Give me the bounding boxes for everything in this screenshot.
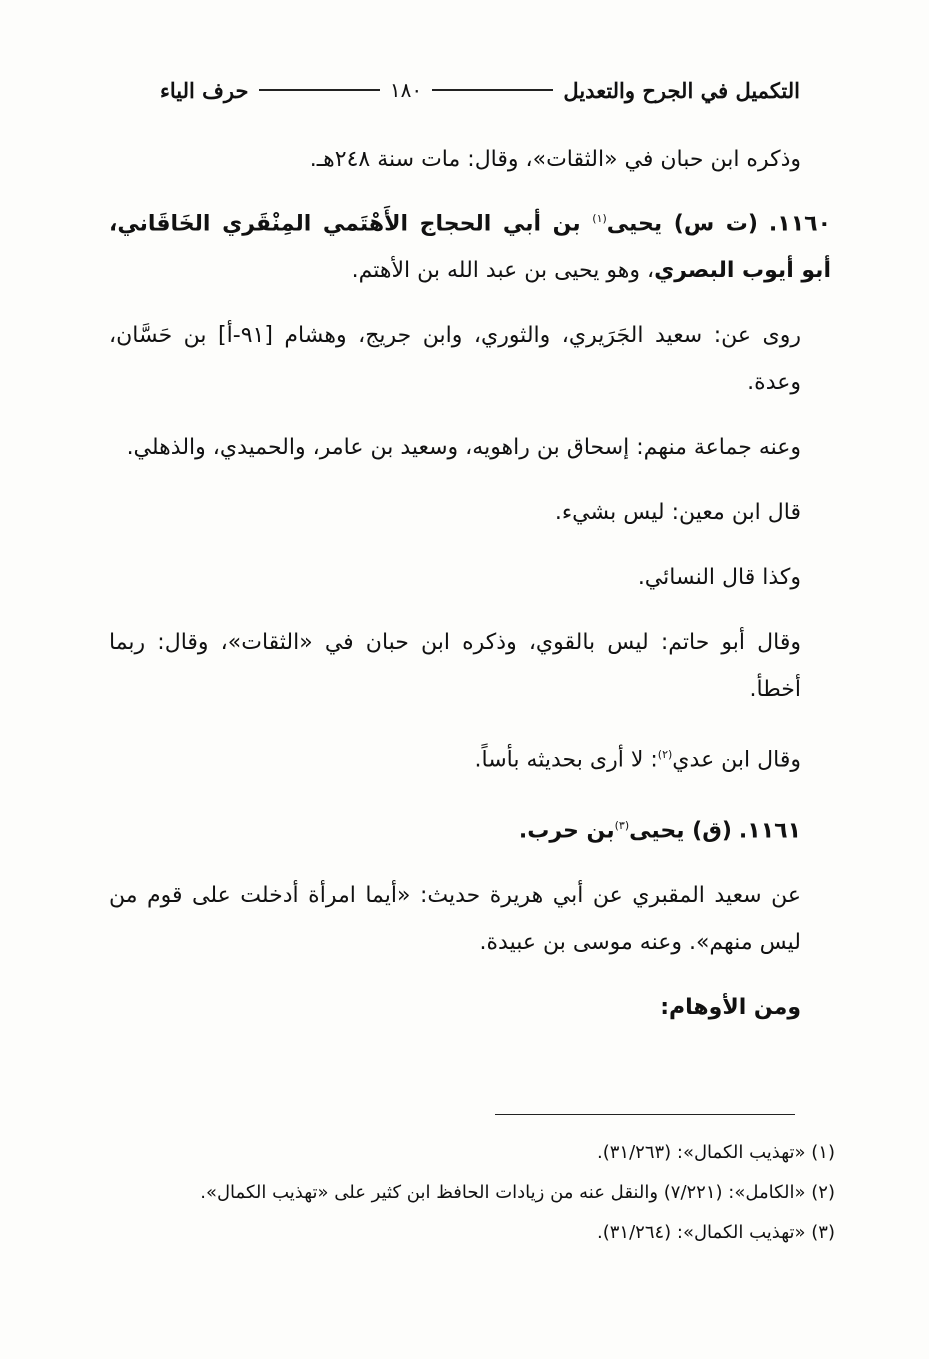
section-heading: ومن الأوهام:	[660, 994, 801, 1020]
paragraph: عن سعيد المقبري عن أبي هريرة حديث: «أيما امرأة أدخلت على قوم من ليس منهم». وعنه موسى بن عبيدة.	[109, 882, 801, 955]
entry-number: ١١٦٠.	[768, 211, 831, 237]
header-book-title: التكميل في الجرح والتعديل	[563, 77, 800, 103]
entry-name: (ق) يحيى	[629, 817, 732, 843]
paragraph: وذكره ابن حبان في «الثقات»، وقال: مات سنة ٢٤٨هـ.	[309, 147, 801, 172]
entry-number: ١١٦١.	[738, 817, 801, 843]
text-run: وقال ابن عدي	[672, 747, 801, 773]
footnote-ref: (٣)	[614, 818, 630, 832]
footnote-divider	[495, 1114, 795, 1115]
text-run: : لا أرى بحديثه بأساً.	[474, 747, 658, 773]
paragraph: روى عن: سعيد الجَرَيري، والثوري، وابن جريج، وهشام [٩١-أ] بن حَسَّان، وعدة.	[109, 323, 801, 396]
running-header	[160, 70, 800, 110]
header-chapter-title: حرف الياء	[160, 77, 249, 103]
footnote: (٢) «الكامل»: (٧/٢٢١) والنقل عنه من زيادات الحافظ ابن كثير على «تهذيب الكمال».	[200, 1182, 835, 1203]
header-divider	[432, 89, 553, 91]
footnote-ref: (٢)	[657, 748, 673, 762]
entry-name: (ت س) يحيى	[606, 211, 758, 237]
entry-1160	[109, 195, 831, 294]
paragraph	[109, 731, 831, 783]
paragraph: وعنه جماعة منهم: إسحاق بن راهويه، وسعيد بن عامر، والحميدي، والذهلي.	[126, 435, 801, 461]
main-text	[109, 136, 831, 1049]
entry-name-cont: بن حرب.	[518, 817, 615, 843]
entry-name-cont: بن أبي الحجاج الأَهْتَمي المِنْقَري الخَاقَاني، أبو أيوب البصري	[109, 211, 831, 284]
page-number: ١٨٠	[389, 78, 423, 102]
paragraph: وكذا قال النسائي.	[637, 565, 801, 591]
paragraph: وقال أبو حاتم: ليس بالقوي، وذكره ابن حبان في «الثقات»، وقال: ربما أخطأ.	[109, 630, 801, 703]
paragraph: قال ابن معين: ليس بشيء.	[554, 500, 801, 526]
entry-1161	[109, 802, 831, 854]
header-divider	[259, 89, 380, 91]
footnote: (١) «تهذيب الكمال»: (٣١/٢٦٣).	[597, 1142, 835, 1163]
entry-desc: ، وهو يحيى بن عبد الله بن الأهتم.	[351, 258, 655, 284]
footnotes	[95, 1133, 835, 1253]
footnote-ref: (١)	[592, 212, 607, 225]
footnote: (٣) «تهذيب الكمال»: (٣١/٢٦٤).	[597, 1222, 835, 1243]
